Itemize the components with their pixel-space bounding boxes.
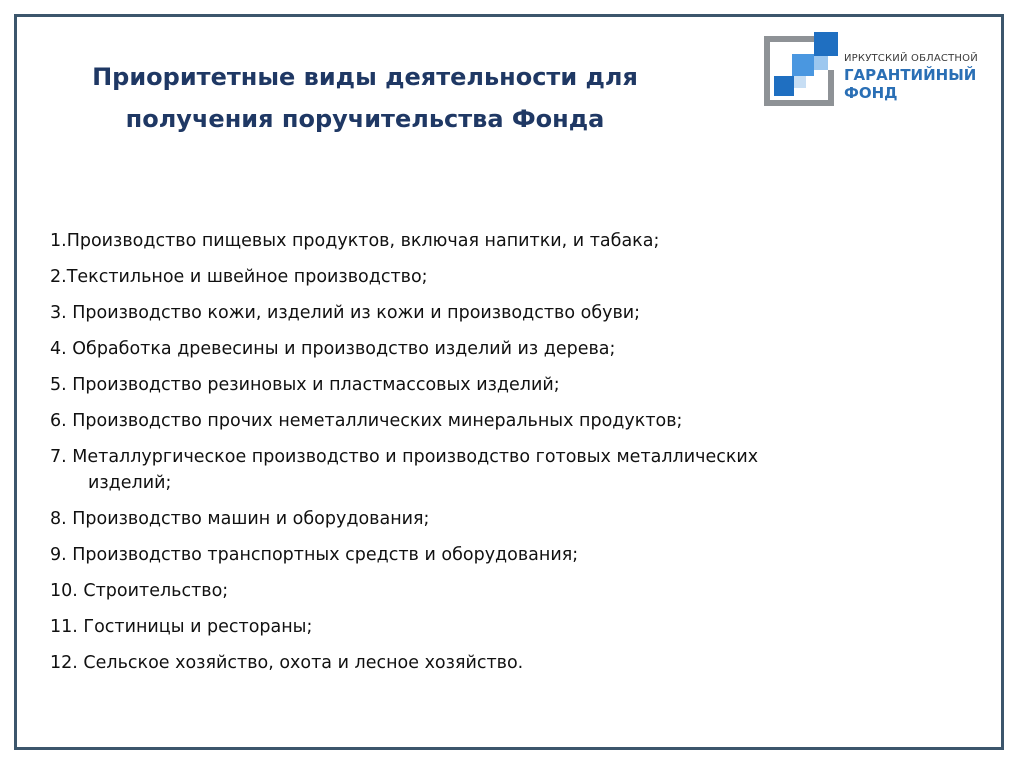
- list-item: 9. Производство транспортных средств и оборудования;: [50, 545, 579, 565]
- logo-line-3: ФОНД: [844, 84, 898, 102]
- logo-squares-icon: [762, 30, 842, 110]
- list-item: 10. Строительство;: [50, 581, 229, 601]
- list-item: 6. Производство прочих неметаллических минеральных продуктов;: [50, 411, 683, 431]
- slide-title: [60, 56, 670, 140]
- title-line-1: Приоритетные виды деятельности для: [92, 63, 638, 91]
- list-item: 11. Гостиницы и рестораны;: [50, 617, 313, 637]
- list-item: 3. Производство кожи, изделий из кожи и производство обуви;: [50, 303, 641, 323]
- list-item: 1.Производство пищевых продуктов, включая напитки, и табака;: [50, 231, 660, 251]
- fund-logo: [762, 30, 994, 110]
- title-line-2: получения поручительства Фонда: [125, 105, 605, 133]
- list-item: 7. Металлургическое производство и производство готовых металлических изделий;: [50, 447, 759, 493]
- list-item: 2.Текстильное и швейное производство;: [50, 267, 428, 287]
- list-item: 8. Производство машин и оборудования;: [50, 509, 430, 529]
- list-item: 12. Сельское хозяйство, охота и лесное хозяйство.: [50, 653, 524, 673]
- activity-list: [50, 228, 950, 686]
- logo-line-1: ИРКУТСКИЙ ОБЛАСТНОЙ: [844, 53, 978, 64]
- logo-text: [844, 52, 994, 102]
- logo-line-2: ГАРАНТИЙНЫЙ: [844, 66, 977, 84]
- list-item: 5. Производство резиновых и пластмассовых изделий;: [50, 375, 560, 395]
- list-item: 4. Обработка древесины и производство изделий из дерева;: [50, 339, 616, 359]
